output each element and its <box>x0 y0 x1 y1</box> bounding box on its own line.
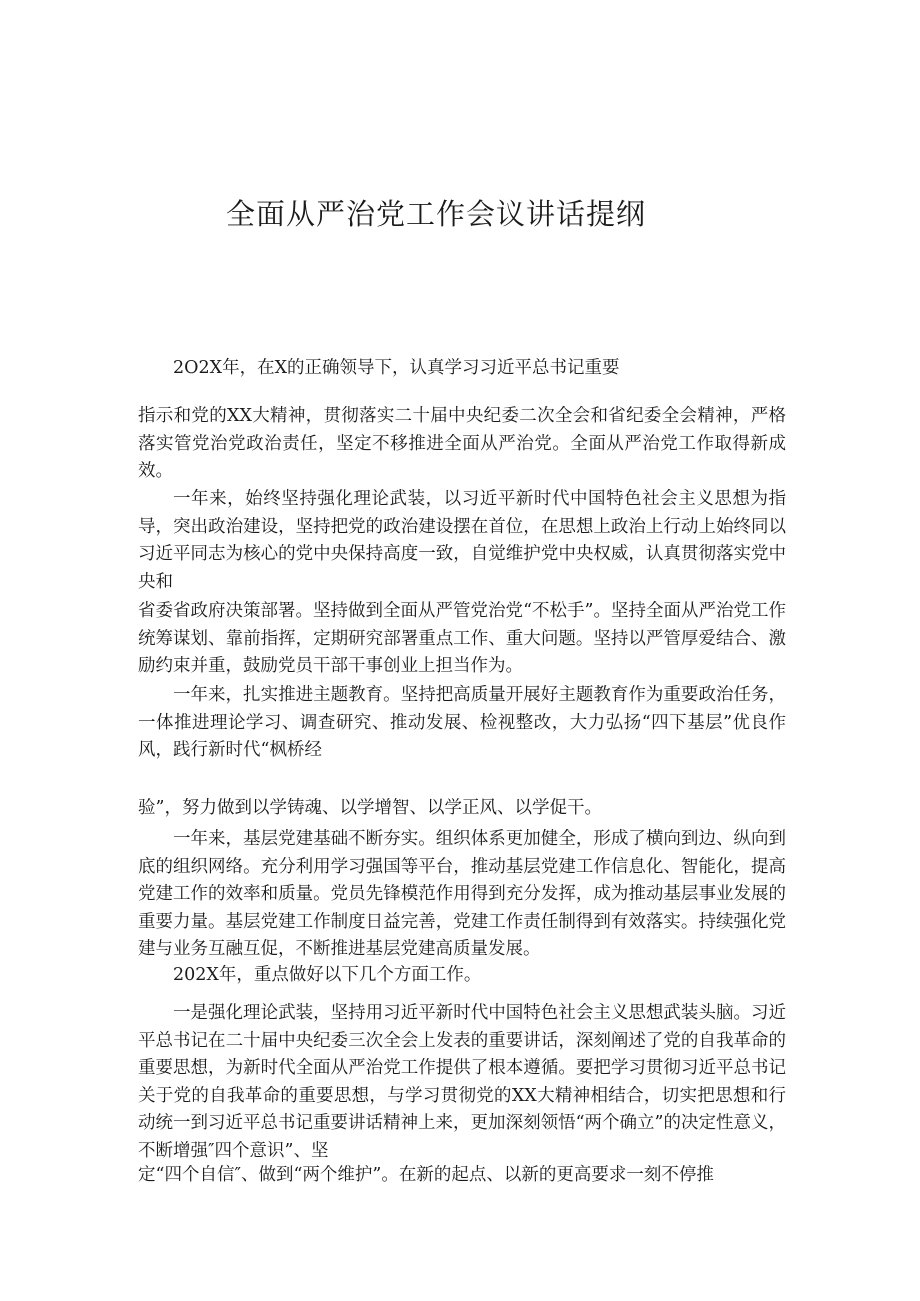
paragraph-intro: 2O2X年，在X的正确领导下，认真学习习近平总书记重要 <box>173 358 620 378</box>
paragraph-education-continued: 验”，努力做到以学铸魂、以学增智、以学正风、以学促干。 <box>138 798 602 818</box>
paragraph-intro-continued: 指示和党的XX大精神，贯彻落实二十届中央纪委二次全会和省纪委全会精神，严格落实管党治党政治责任，坚定不移推进全面从严治党。全面从严治党工作取得新成效。 <box>138 406 786 482</box>
paragraph-theory: 一年来，始终坚持强化理论武装，以习近平新时代中国特色社会主义思想为指导，突出政治建设，坚持把党的政治建设摆在首位，在思想上政治上行动上始终同以习近平同志为核心的党中央保持高度一致，自觉维护党中央权威，认真贯彻落实党中央和 <box>138 489 786 592</box>
paragraph-point-one: 一是强化理论武装，坚持用习近平新时代中国特色社会主义思想武装头脑。习近平总书记在二十届中央纪委三次全会上发表的重要讲话，深刻阐述了党的自我革命的重要思想，为新时代全面从严治党工作提供了根本遵循。要把学习贯彻习近平总书记关于党的自我革命的重要思想，与学习贯彻党的XX大精神相结合，切实把思想和行动统一到习近平总书记重要讲话精神上来，更加深刻领悟“两个确立”的决定性意义，不断增强″四个意识”、坚 <box>138 1003 786 1161</box>
paragraph-plan-heading: 202X年，重点做好以下几个方面工作。 <box>173 965 482 985</box>
paragraph-point-one-continued: 定“四个自信″、做到“两个维护”。在新的起点、以新的更高要求一刻不停推 <box>138 1165 714 1185</box>
paragraph-theory-continued: 省委省政府决策部署。坚持做到全面从严管党治党“不松手”。坚持全面从严治党工作统筹谋划、靠前指挥，定期研究部署重点工作、重大问题。坚持以严管厚爱结合、激励约束并重，鼓励党员干部干事创业上担当作为。 <box>138 601 786 677</box>
paragraph-grassroots: 一年来，基层党建基础不断夯实。组织体系更加健全，形成了横向到边、纵向到底的组织网络。充分利用学习强国等平台，推动基层党建工作信息化、智能化，提高党建工作的效率和质量。党员先锋模范作用得到充分发挥，成为推动基层事业发展的重要力量。基层党建工作制度日益完善，党建工作责任制得到有效落实。持续强化党建与业务互融互促，不断推进基层党建高质量发展。 <box>138 829 786 960</box>
page-title: 全面从严治党工作会议讲话提纲 <box>226 197 647 231</box>
paragraph-education: 一年来，扎实推进主题教育。坚持把高质量开展好主题教育作为重要政治任务，一体推进理论学习、调查研究、推动发展、检视整改，大力弘扬“四下基层”优良作风，践行新时代“枫桥经 <box>138 685 786 761</box>
